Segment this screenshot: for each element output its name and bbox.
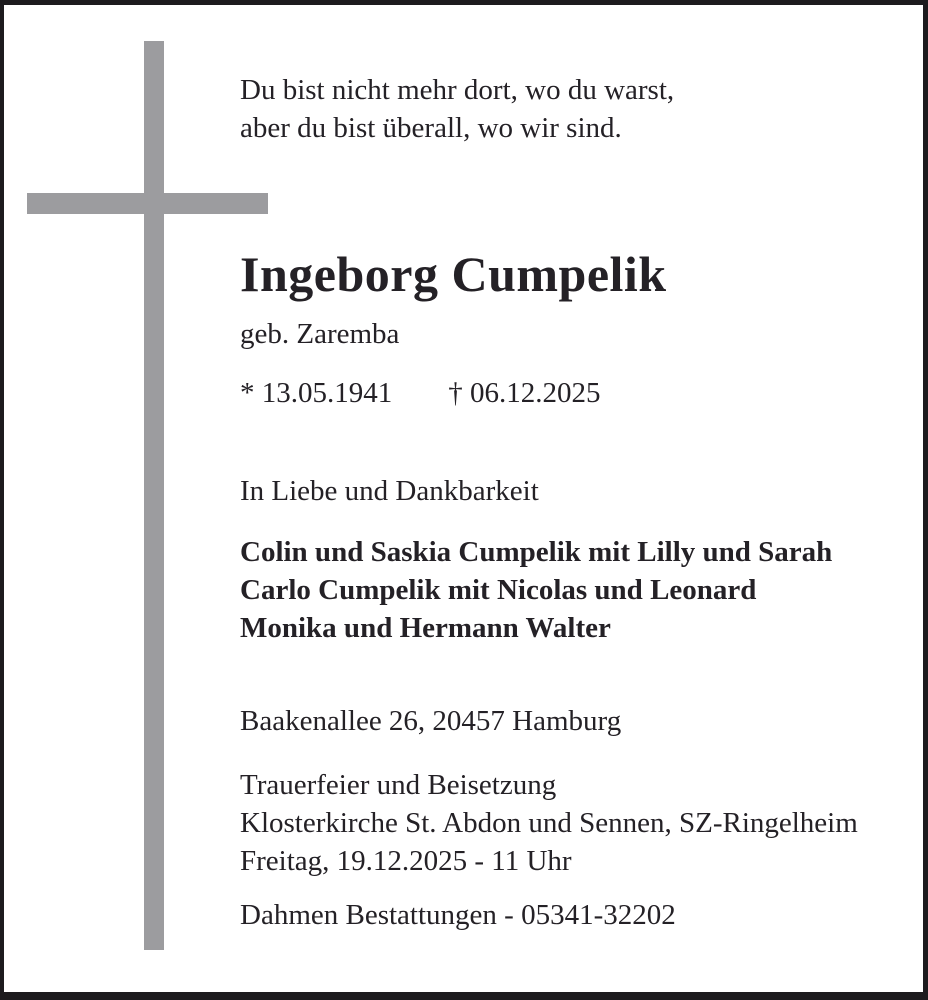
funeral-line-3: Freitag, 19.12.2025 - 11 Uhr xyxy=(240,845,572,877)
death-date: † 06.12.2025 xyxy=(448,377,601,409)
epigraph-line-2: aber du bist überall, wo wir sind. xyxy=(240,112,622,144)
epigraph xyxy=(240,71,674,147)
cross-icon-crossbar xyxy=(27,193,268,214)
funeral-line-1: Trauerfeier und Beisetzung xyxy=(240,769,557,801)
condolence-intro: In Liebe und Dankbarkeit xyxy=(240,475,539,507)
address-line: Baakenallee 26, 20457 Hamburg xyxy=(240,705,622,737)
mourners-list xyxy=(240,533,832,647)
mourner-line-1: Colin und Saskia Cumpelik mit Lilly und Sarah xyxy=(240,536,833,568)
undertaker-line: Dahmen Bestattungen - 05341-32202 xyxy=(240,899,676,931)
funeral-line-2: Klosterkirche St. Abdon und Sennen, SZ-Ringelheim xyxy=(240,807,858,839)
epigraph-line-1: Du bist nicht mehr dort, wo du warst, xyxy=(240,74,675,106)
maiden-name: geb. Zaremba xyxy=(240,318,400,350)
mourner-line-2: Carlo Cumpelik mit Nicolas und Leonard xyxy=(240,574,757,606)
mourner-line-3: Monika und Hermann Walter xyxy=(240,612,611,644)
birth-date: * 13.05.1941 xyxy=(240,377,393,409)
funeral-details xyxy=(240,766,858,880)
cross-icon xyxy=(144,41,164,950)
life-dates xyxy=(240,377,601,410)
deceased-name: Ingeborg Cumpelik xyxy=(240,246,667,302)
